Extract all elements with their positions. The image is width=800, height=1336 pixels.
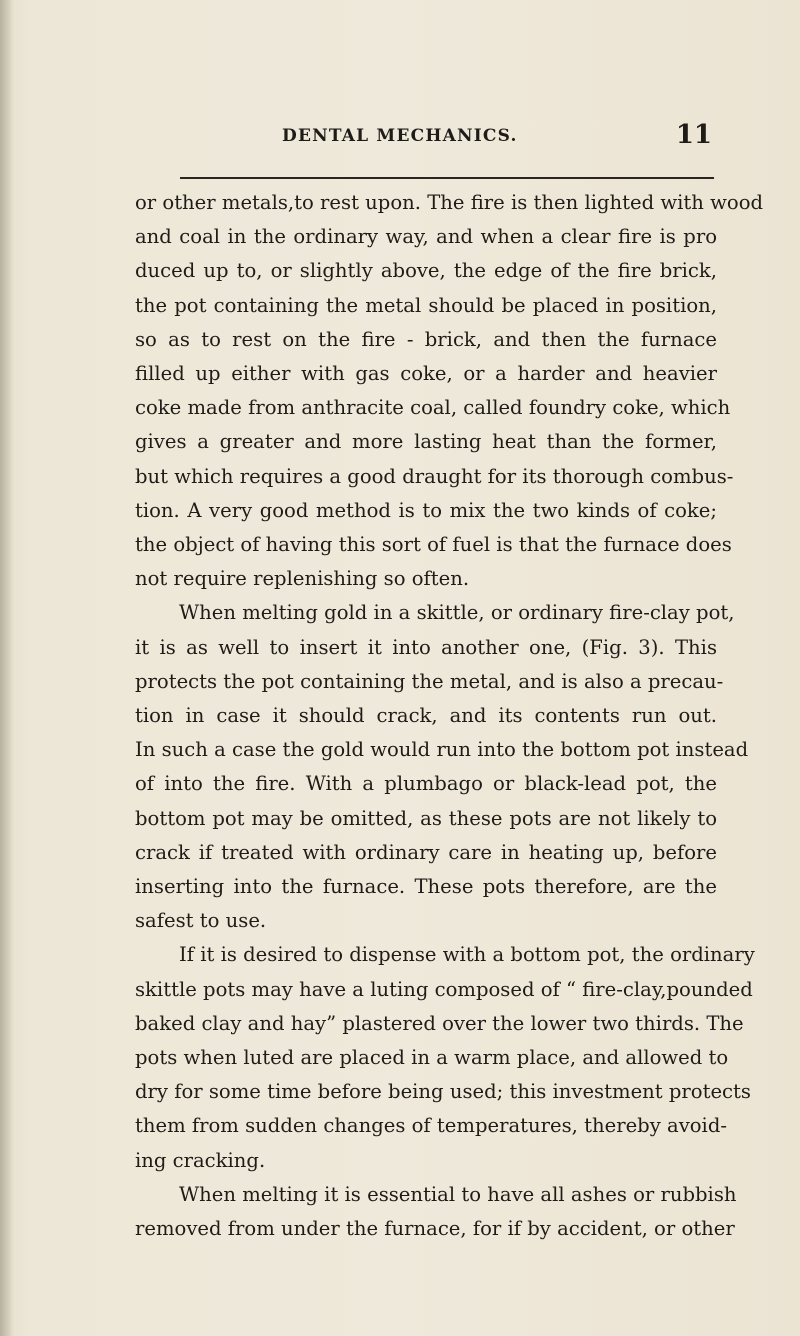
- text-line: baked clay and hay” plastered over the lower two thirds. The: [135, 1011, 744, 1035]
- page-spine-shadow: [0, 0, 14, 1336]
- text-line: not require replenishing so often.: [135, 567, 470, 591]
- text-line: pots when luted are placed in a warm place, and allowed to: [135, 1046, 729, 1070]
- text-line: bottom pot may be omitted, as these pots are not likely to: [135, 806, 717, 830]
- text-line: so as to rest on the fire - brick, and then the furnace: [135, 327, 717, 351]
- text-line: the object of having this sort of fuel is that the furnace does: [135, 533, 732, 557]
- text-line: crack if treated with ordinary care in heating up, before: [135, 840, 717, 864]
- text-line: ing cracking.: [135, 1148, 266, 1172]
- text-line: tion in case it should crack, and its contents run out.: [135, 704, 717, 728]
- text-line: it is as well to insert it into another one, (Fig. 3). This: [135, 635, 717, 659]
- text-line: In such a case the gold would run into the bottom pot instead: [135, 738, 749, 762]
- text-line: and coal in the ordinary way, and when a clear fire is pro: [135, 225, 717, 249]
- text-line: but which requires a good draught for its thorough combus-: [135, 464, 734, 488]
- text-line: safest to use.: [135, 909, 267, 933]
- text-line: dry for some time before being used; this investment protects: [135, 1080, 751, 1104]
- text-line: If it is desired to dispense with a bottom pot, the ordinary: [179, 943, 755, 967]
- text-line: duced up to, or slightly above, the edge of the fire brick,: [135, 259, 717, 283]
- page-number: 11: [675, 120, 712, 150]
- text-line: When melting it is essential to have all ashes or rubbish: [179, 1182, 737, 1206]
- header-rule: [180, 177, 714, 179]
- running-head: DENTAL MECHANICS.: [282, 126, 518, 146]
- text-line: removed from under the furnace, for if by accident, or other: [135, 1217, 735, 1241]
- text-line: skittle pots may have a luting composed of “ fire-clay,pounded: [135, 977, 753, 1001]
- page-header: [282, 120, 712, 156]
- text-line: tion. A very good method is to mix the two kinds of coke;: [135, 498, 717, 522]
- text-line: or other metals,to rest upon. The fire is then lighted with wood: [135, 191, 764, 214]
- text-line: gives a greater and more lasting heat than the former,: [135, 430, 717, 454]
- text-line: protects the pot containing the metal, and is also a precau-: [135, 669, 724, 693]
- text-line: the pot containing the metal should be placed in position,: [135, 293, 717, 317]
- text-line: When melting gold in a skittle, or ordinary fire-clay pot,: [179, 601, 735, 625]
- text-line: of into the fire. With a plumbago or black-lead pot, the: [135, 772, 717, 796]
- text-line: filled up either with gas coke, or a harder and heavier: [135, 362, 717, 386]
- body-text: [135, 186, 764, 1246]
- text-line: inserting into the furnace. These pots therefore, are the: [135, 875, 717, 899]
- text-line: coke made from anthracite coal, called foundry coke, which: [135, 396, 731, 420]
- text-line: them from sudden changes of temperatures, thereby avoid-: [135, 1114, 727, 1138]
